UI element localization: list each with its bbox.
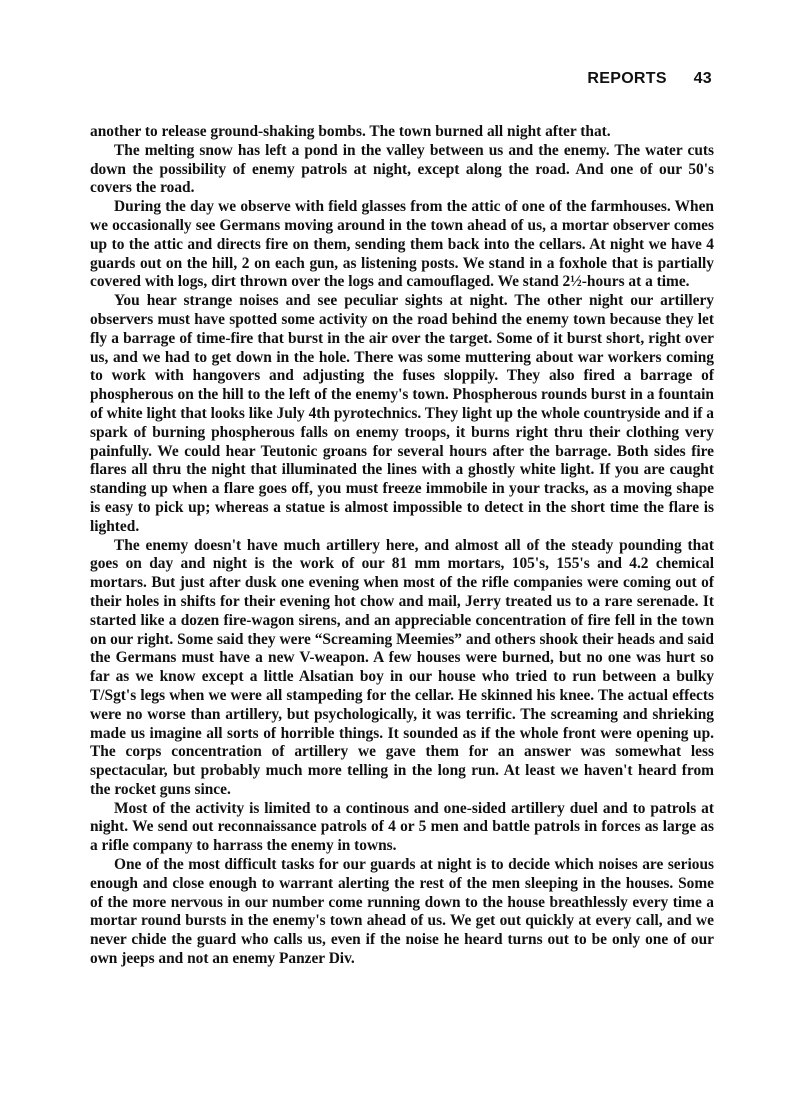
paragraph: Most of the activity is limited to a continous and one-sided artillery duel and to patrols at night. We send out reconnaissance patrols of 4 or 5 men and battle patrols in forces as large as a rifle company to harrass the enemy in towns.: [90, 799, 714, 855]
paragraph: One of the most difficult tasks for our guards at night is to decide which noises are serious enough and close enough to warrant alerting the rest of the men sleeping in the houses. Some of the more nervous in our number come running down to the house breathlessly every time a mortar round bursts in the enemy's town ahead of us. We get out quickly at every call, and we never chide the guard who calls us, even if the noise he heard turns out to be only one of our own jeeps and not an enemy Panzer Div.: [90, 856, 714, 968]
paragraph: You hear strange noises and see peculiar sights at night. The other night our artillery observers must have spotted some activity on the road behind the enemy town because they let fly a barrage of time-fire that burst in the air over the target. Some of it burst short, right over us, and we had to get down in the hole. There was some muttering about war workers coming to work with hangovers and adjusting the fuses sloppily. They also fired a barrage of phospherous on the hill to the left of the enemy's town. Phospherous rounds burst in a fountain of white light that looks like July 4th pyrotechnics. They light up the whole countryside and if a spark of burning phospherous falls on enemy troops, it burns right thru their clothing very painfully. We could hear Teutonic groans for several hours after the barrage. Both sides fire flares all thru the night that illuminated the lines with a ghostly white light. If you are caught standing up when a flare goes off, you must freeze immobile in your tracks, as a moving shape is easy to pick up; whereas a statue is almost impossible to detect in the short time the flare is lighted.: [90, 292, 714, 535]
running-head: [587, 70, 712, 88]
paragraph: During the day we observe with field glasses from the attic of one of the farmhouses. When we occasionally see Germans moving around in the town ahead of us, a mortar observer comes up to the attic and directs fire on them, sending them back into the cellars. At night we have 4 guards out on the hill, 2 on each gun, as listening posts. We stand in a foxhole that is partially covered with logs, dirt thrown over the logs and camouflaged. We stand 2½-hours at a time.: [90, 198, 714, 291]
section-title: REPORTS: [587, 70, 667, 87]
paragraph: The melting snow has left a pond in the valley between us and the enemy. The water cuts down the possibility of enemy patrols at night, except along the road. And one of our 50's covers the road.: [90, 141, 714, 197]
paragraph: The enemy doesn't have much artillery here, and almost all of the steady pounding that goes on day and night is the work of our 81 mm mortars, 105's, 155's and 4.2 chemical mortars. But just after dusk one evening when most of the rifle companies were coming out of their holes in shifts for their evening hot chow and mail, Jerry treated us to a rare serenade. It started like a dozen fire-wagon sirens, and an appreciable concentration of fire fell in the town on our right. Some said they were “Screaming Meemies” and others shook their heads and said the Germans must have a new V-weapon. A few houses were burned, but no one was hurt so far as we know except a little Alsatian boy in our house who tried to run between a bulky T/Sgt's legs when we were all stampeding for the cellar. He skinned his knee. The actual effects were no worse than artillery, but psychologically, it was terrific. The screaming and shrieking made us imagine all sorts of horrible things. It sounded as if the whole front were opening up. The corps concentration of artillery we gave them for an answer was somewhat less spectacular, but probably much more telling in the long run. At least we haven't heard from the rocket guns since.: [90, 536, 714, 798]
paragraph: another to release ground-shaking bombs. The town burned all night after that.: [90, 123, 611, 140]
body-text: [90, 123, 714, 969]
page-number: 43: [693, 70, 712, 87]
